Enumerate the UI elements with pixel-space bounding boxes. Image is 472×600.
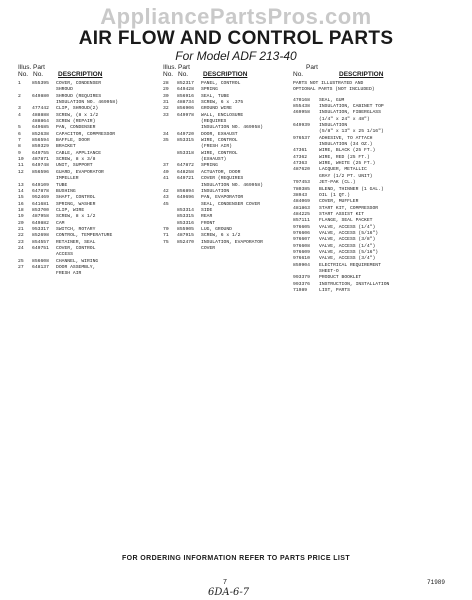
illus-number: 18 — [18, 207, 24, 213]
column-header — [18, 64, 153, 81]
illus-number: 23 — [18, 239, 24, 245]
header-illus: Illus. — [18, 64, 32, 71]
part-number: 649685 — [32, 125, 49, 131]
part-number: 649720 — [177, 131, 194, 137]
part-description: GROUND WIRE — [201, 106, 232, 112]
part-description: VALVE, ACCESS (5/16") — [319, 249, 379, 255]
part-number: 855395 — [32, 81, 49, 86]
part-description: PAN, CONDENSER — [56, 125, 96, 131]
illus-number: 40 — [163, 169, 169, 175]
header-part: Part — [33, 64, 45, 71]
illus-number: 3 — [18, 106, 21, 112]
part-number: 952469 — [32, 195, 49, 201]
part-number: 859329 — [32, 144, 49, 150]
illus-number: 35 — [163, 138, 169, 144]
part-number: 47362 — [293, 154, 308, 160]
part-description: LIST, PARTS — [319, 288, 350, 293]
part-description: SCREW (REPAIR) — [56, 119, 96, 125]
part-number: 856916 — [177, 93, 194, 99]
part-description: SEAL, CONDENSER COVER — [201, 201, 261, 207]
illus-number: 7 — [18, 138, 21, 144]
part-number: 649721 — [177, 176, 194, 182]
header-illus: Illus. — [163, 64, 177, 71]
part-number: 469958 — [293, 110, 310, 116]
part-description: PRODUCT BOOKLET — [319, 275, 362, 281]
part-description: BAFFLE, DOOR — [56, 138, 90, 144]
part-number: 71989 — [293, 288, 308, 293]
part-description: CLIP, SHROUD(2) — [56, 106, 99, 112]
part-number: 649696 — [177, 195, 194, 201]
parts-column-1 — [18, 64, 153, 278]
part-number: 976608 — [293, 243, 310, 249]
illus-number: 5 — [18, 125, 21, 131]
part-number: 488864 — [32, 119, 49, 125]
handwritten-note: 6DA-6-7 — [208, 587, 250, 598]
parts-column-2 — [163, 64, 287, 252]
part-description: SCREW, 8 x 3/8 — [56, 157, 96, 163]
page-title: AIR FLOW AND CONTROL PARTS — [78, 28, 394, 49]
part-description: COVER, CONTROL — [56, 245, 96, 251]
part-number: 852317 — [177, 81, 194, 86]
part-number: 484225 — [293, 211, 310, 217]
illus-number: 21 — [18, 226, 24, 232]
document-code: 71989 — [427, 579, 446, 586]
part-description: COVER, CONDENSER — [56, 81, 102, 86]
part-description: UNIT, SUPPORT — [56, 163, 93, 169]
part-number: 470168 — [293, 97, 310, 103]
part-description: PAN, EVAPORATOR — [201, 195, 244, 201]
part-description: VALVE, ACCESS (3/4") — [319, 256, 376, 262]
watermark: AppliancePartsPros.com — [100, 4, 372, 29]
part-number: 649109 — [32, 182, 49, 188]
illus-number: 70 — [163, 226, 169, 232]
part-row — [18, 81, 153, 87]
part-number: 852698 — [32, 233, 49, 239]
part-number: 976609 — [293, 249, 310, 255]
part-number: 487620 — [293, 167, 310, 173]
part-description: WIRE, BLACK (25 FT.) — [319, 148, 376, 154]
part-description-continued: GRAY (1/2 PT. UNIT) — [319, 173, 373, 179]
part-description: CHANNEL, WIRING — [56, 258, 99, 264]
part-number: 649751 — [32, 245, 49, 251]
parts-list — [293, 98, 463, 295]
illus-number: 16 — [18, 201, 24, 207]
header-illus-no: No. — [163, 71, 174, 78]
part-number: 856608 — [32, 258, 49, 264]
part-description: LACQUER, METALLIC — [319, 167, 367, 173]
part-number: 856906 — [177, 106, 194, 112]
part-description: WIRE, CONTROL — [201, 138, 238, 144]
part-description: VALVE, ACCESS (1/4") — [319, 224, 376, 230]
part-number: 648258 — [177, 169, 194, 175]
illus-number: 20 — [18, 220, 24, 226]
illus-number: 32 — [163, 106, 169, 112]
part-description: RETAINER, SEAL — [56, 239, 96, 245]
part-description: BLEND, THINNER (1 GAL.) — [319, 186, 384, 192]
part-description-continued: (1/4" x 24" x 48") — [319, 116, 370, 122]
illus-number: 41 — [163, 176, 169, 182]
illus-number: 10 — [18, 157, 24, 163]
part-number: 477442 — [32, 106, 49, 112]
part-number: 38943 — [293, 192, 308, 198]
illus-number: 42 — [163, 188, 169, 194]
illus-number: 27 — [18, 264, 24, 270]
illus-number: 15 — [18, 195, 24, 201]
illus-number: 29 — [163, 87, 169, 93]
part-number: 852470 — [177, 239, 194, 245]
parts-list — [18, 81, 153, 278]
part-number: 853314 — [177, 207, 194, 213]
part-description: WALL, ENCLOSURE — [201, 112, 244, 118]
part-description-continued: (EXHAUST) — [201, 157, 227, 163]
part-number: 649882 — [32, 220, 49, 226]
part-row — [293, 167, 463, 173]
part-description: SPRING, WASHER — [56, 201, 96, 207]
part-description: COVER (REQUIRES — [201, 176, 244, 182]
illus-number: 8 — [18, 144, 21, 150]
illus-number — [163, 151, 177, 157]
part-number: 647872 — [177, 163, 194, 169]
illus-number: 30 — [163, 93, 169, 99]
part-description-continued: INSULATION NO. 469958) — [201, 125, 263, 131]
part-description: ACTUATOR, DOOR — [201, 169, 241, 175]
part-number: 647878 — [32, 188, 49, 194]
part-description: FRONT — [201, 220, 216, 226]
illus-number: 13 — [18, 182, 24, 188]
part-description: SCREW, 6 x 1/2 — [201, 233, 241, 239]
part-description: LUG, GROUND — [201, 226, 232, 232]
part-description-continued: (FRESH AIR) — [201, 144, 232, 150]
part-description: INSULATION, CABINET TOP — [319, 104, 384, 110]
part-description: SHAFT, CONTROL — [56, 195, 96, 201]
part-description: START ASSIST KIT — [319, 211, 365, 217]
part-description: GUARD, EVAPORATOR — [56, 169, 104, 175]
illus-number: 4 — [18, 112, 21, 118]
ordering-info-footer: FOR ORDERING INFORMATION REFER TO PARTS PRICE LIST — [121, 555, 351, 562]
part-description: BRACKET — [56, 144, 76, 150]
part-description-continued: SHEET-O — [319, 268, 339, 274]
part-number: 853700 — [32, 207, 49, 213]
illus-number: 2 — [18, 93, 21, 99]
part-description-continued: SHROUD — [56, 87, 73, 93]
part-number: 953317 — [32, 226, 49, 232]
part-description: FLANGE, SEAL PACKET — [319, 218, 373, 224]
part-description: ELECTRICAL REQUIREMENT — [319, 262, 381, 268]
illus-number: 43 — [163, 195, 169, 201]
part-description: INSULATION — [319, 123, 348, 129]
part-description: WIRE, CONTROL — [201, 150, 238, 156]
header-part-no: No. — [33, 71, 44, 78]
part-description: CAPACITOR, COMPRESSOR — [56, 131, 116, 137]
header-description: DESCRIPTION — [58, 71, 103, 78]
part-description: DOOR ASSEMBLY, — [56, 264, 96, 270]
part-description: SEAL, GUM — [319, 97, 345, 103]
part-number: 855438 — [293, 104, 310, 110]
part-description-continued: INSULATION NO. 469958) — [56, 100, 118, 106]
part-number: 852638 — [32, 131, 49, 137]
part-row — [18, 246, 153, 252]
part-description: INSTRUCTION, INSTALLATION — [319, 281, 390, 287]
part-description: TUBE — [56, 182, 68, 188]
illus-number: 6 — [18, 131, 21, 137]
part-description: BUSHING — [56, 188, 76, 194]
part-number: 648137 — [32, 264, 49, 270]
part-description: SCREW, 6 x .375 — [201, 100, 244, 106]
part-description: CONTROL, TEMPERATURE — [56, 233, 113, 239]
part-row — [18, 170, 153, 176]
part-description: VALVE, ACCESS (3/8") — [319, 237, 376, 243]
part-description: SPRING — [201, 87, 218, 93]
illus-number: 45 — [163, 201, 169, 207]
part-description: VALVE, ACCESS (1/4") — [319, 243, 376, 249]
part-number: 649939 — [293, 123, 310, 129]
part-description-continued: INSULATION NO. 469958) — [201, 182, 263, 188]
part-description: START KIT, COMPRESSOR — [319, 205, 379, 211]
note-line: PARTS NOT ILLUSTRATED AND — [293, 81, 364, 86]
parts-column-3 — [293, 64, 463, 294]
part-description-continued: IMPELLER — [56, 176, 79, 182]
part-description: SHROUD (REQUIRES — [56, 93, 102, 99]
illus-number: 12 — [18, 169, 24, 175]
part-description: WIRE, RED (25 FT.) — [319, 154, 370, 160]
part-number: 797453 — [293, 180, 310, 186]
part-row — [163, 176, 287, 182]
part-number: 481863 — [293, 205, 310, 211]
part-number: 649755 — [32, 150, 49, 156]
part-number: 854557 — [32, 239, 49, 245]
part-number: 976610 — [293, 256, 310, 262]
part-description: PANEL, CONTROL — [201, 81, 241, 86]
header-description: DESCRIPTION — [339, 71, 384, 78]
illus-number: 1 — [18, 81, 21, 86]
part-description: ADHESIVE, TO ATTACH — [319, 135, 373, 141]
part-description-continued: INSULATION (34 OZ.) — [319, 142, 373, 148]
part-description: INSULATION, FIBERGLASS — [319, 110, 381, 116]
part-description-continued: ACCESS — [56, 252, 73, 258]
part-number: 853315 — [177, 214, 194, 220]
part-number: 993376 — [293, 281, 310, 287]
part-number: 976607 — [293, 237, 310, 243]
header-description: DESCRIPTION — [203, 71, 248, 78]
part-description: REAR — [201, 214, 213, 220]
part-description: SEAL, TUBE — [201, 93, 230, 99]
header-illus-no: No. — [18, 71, 29, 78]
part-number: 649428 — [177, 87, 194, 93]
part-number: 487915 — [177, 233, 194, 239]
part-description: COVER, MUFFLER — [319, 199, 359, 205]
part-number: 47363 — [293, 161, 308, 167]
illus-number: 11 — [18, 163, 24, 169]
part-number: 856894 — [177, 188, 194, 194]
column-header — [293, 64, 463, 81]
illus-number: 33 — [163, 112, 169, 118]
illus-number: 75 — [163, 239, 169, 245]
part-description: OIL (1 QT.) — [319, 192, 350, 198]
illus-number: 28 — [163, 81, 169, 86]
part-description: JET-PAK (CL.) — [319, 180, 356, 186]
illus-number: 14 — [18, 188, 24, 194]
part-number: 976537 — [293, 135, 310, 141]
header-part: Part — [178, 64, 190, 71]
part-description-continued: (REQUIRES — [201, 119, 227, 125]
part-number: 856594 — [32, 138, 49, 144]
illus-number: 19 — [18, 214, 24, 220]
illus-number: 22 — [18, 233, 24, 239]
part-row — [163, 240, 287, 246]
part-description: INSULATION — [201, 188, 230, 194]
part-number: 859904 — [293, 262, 310, 268]
header-part-no: No. — [178, 71, 189, 78]
model-subtitle: For Model ADF 213-40 — [175, 49, 297, 63]
header-part-no: No. — [293, 71, 304, 78]
part-number: 488734 — [177, 100, 194, 106]
parts-list — [163, 81, 287, 252]
header-part: Part — [306, 64, 318, 71]
part-number: 853318 — [177, 150, 194, 156]
illus-number: 34 — [163, 131, 169, 137]
part-number: 487871 — [32, 157, 49, 163]
part-description: CABLE, APPLIANCE — [56, 150, 102, 156]
part-number: 649978 — [177, 112, 194, 118]
illus-number: 31 — [163, 100, 169, 106]
part-number: 649880 — [32, 93, 49, 99]
illus-number: 24 — [18, 245, 24, 251]
part-description: INSULATION, EVAPORATOR — [201, 239, 263, 245]
part-row — [293, 110, 463, 116]
part-number: 976605 — [293, 224, 310, 230]
part-description-continued: FRESH AIR — [56, 271, 82, 277]
part-number: 641681 — [32, 201, 49, 207]
part-description: CAM — [56, 220, 65, 226]
part-description: DOOR, EXHAUST — [201, 131, 238, 137]
part-number: 780385 — [293, 186, 310, 192]
part-number: 993379 — [293, 275, 310, 281]
not-illustrated-note — [293, 81, 463, 94]
part-description: SPRING — [201, 163, 218, 169]
part-number: 856596 — [32, 169, 49, 175]
illus-number: 71 — [163, 233, 169, 239]
part-description: SIDE — [201, 207, 213, 213]
column-header — [163, 64, 287, 81]
part-description: SCREW, (8 x 1/2 — [56, 112, 99, 118]
part-row — [293, 288, 463, 294]
illus-number: 9 — [18, 150, 21, 156]
illus-number: 25 — [18, 258, 24, 264]
part-description-continued: (5/8" x 13" x 25 1/16") — [319, 129, 384, 135]
part-description: VALVE, ACCESS (5/16") — [319, 230, 379, 236]
part-number: 853316 — [177, 220, 194, 226]
part-number: 649748 — [32, 163, 49, 169]
part-number: 487958 — [32, 214, 49, 220]
part-row — [18, 265, 153, 271]
part-number: 855905 — [177, 226, 194, 232]
page-number: 7 — [223, 579, 227, 586]
part-number: 853315 — [177, 138, 194, 144]
part-description: WIRE, WHITE (25 FT.) — [319, 161, 376, 167]
illus-number: 37 — [163, 163, 169, 169]
part-description: CLIP, WIRE — [56, 207, 85, 213]
note-line: OPTIONAL PARTS (NOT INCLUDED) — [293, 87, 375, 93]
part-number: 976606 — [293, 230, 310, 236]
part-description: SCREW, 8 x 1/2 — [56, 214, 96, 220]
part-description: SWITCH, ROTARY — [56, 226, 96, 232]
part-number: 47361 — [293, 148, 308, 154]
part-number: 857111 — [293, 218, 310, 224]
part-number: 488888 — [32, 112, 49, 118]
part-description-continued: COVER — [201, 245, 216, 251]
part-number: 484069 — [293, 199, 310, 205]
